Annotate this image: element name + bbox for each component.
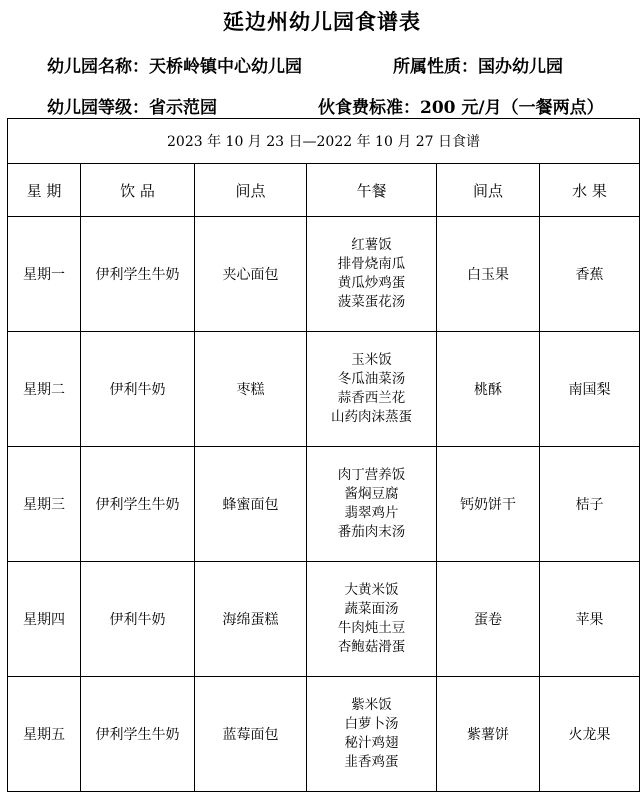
meal-fee-standard: 伙食费标准：200 元/月（一餐两点） — [318, 98, 604, 118]
header-fruit: 水 果 — [540, 164, 640, 217]
kindergarten-level: 幼儿园等级：省示范园 — [47, 98, 217, 118]
table-row — [8, 332, 640, 447]
lunch-dish: 紫米饭 — [351, 697, 392, 713]
header-snack-morning: 间点 — [195, 164, 307, 217]
lunch-dish: 番茄肉末汤 — [337, 524, 406, 540]
drink-cell: 伊利牛奶 — [81, 562, 195, 677]
drink-cell: 伊利学生牛奶 — [81, 447, 195, 562]
lunch-dish: 黄瓜炒鸡蛋 — [337, 275, 406, 291]
lunch-dish: 牛肉炖土豆 — [337, 620, 406, 636]
drink-cell: 伊利牛奶 — [81, 332, 195, 447]
drink-cell: 伊利学生牛奶 — [81, 217, 195, 332]
lunch-dish: 大黄米饭 — [344, 582, 399, 598]
menu-date-range: 2023 年 10 月 23 日—2022 年 10 月 27 日食谱 — [8, 119, 640, 164]
lunch-dish: 秘汁鸡翅 — [344, 735, 399, 751]
lunch-cell — [307, 332, 437, 447]
header-day: 星 期 — [8, 164, 81, 217]
snack-morning-cell: 海绵蛋糕 — [195, 562, 307, 677]
lunch-dish: 菠菜蛋花汤 — [337, 294, 406, 310]
snack-afternoon-cell: 白玉果 — [437, 217, 540, 332]
menu-table — [7, 118, 640, 792]
day-cell: 星期二 — [8, 332, 81, 447]
header-row — [8, 164, 640, 217]
snack-afternoon-cell: 钙奶饼干 — [437, 447, 540, 562]
header-snack-afternoon: 间点 — [437, 164, 540, 217]
snack-morning-cell: 蜂蜜面包 — [195, 447, 307, 562]
fruit-cell: 火龙果 — [540, 677, 640, 792]
day-cell: 星期三 — [8, 447, 81, 562]
lunch-cell — [307, 562, 437, 677]
day-cell: 星期四 — [8, 562, 81, 677]
lunch-cell — [307, 677, 437, 792]
lunch-dish: 翡翠鸡片 — [344, 505, 399, 521]
header-lunch: 午餐 — [307, 164, 437, 217]
kindergarten-name: 幼儿园名称：天桥岭镇中心幼儿园 — [47, 57, 302, 77]
fruit-cell: 桔子 — [540, 447, 640, 562]
fruit-cell: 苹果 — [540, 562, 640, 677]
page-title: 延边州幼儿园食谱表 — [223, 9, 421, 34]
snack-afternoon-cell: 蛋卷 — [437, 562, 540, 677]
fruit-cell: 南国梨 — [540, 332, 640, 447]
fruit-cell: 香蕉 — [540, 217, 640, 332]
table-row — [8, 562, 640, 677]
snack-afternoon-cell: 桃酥 — [437, 332, 540, 447]
lunch-dish: 杏鲍菇滑蛋 — [337, 639, 406, 655]
lunch-dish: 韭香鸡蛋 — [344, 754, 399, 770]
lunch-dish: 排骨烧南瓜 — [337, 256, 406, 272]
lunch-dish: 肉丁营养饭 — [337, 467, 406, 483]
header-drink: 饮 品 — [81, 164, 195, 217]
snack-morning-cell: 夹心面包 — [195, 217, 307, 332]
lunch-cell — [307, 447, 437, 562]
snack-morning-cell: 蓝莓面包 — [195, 677, 307, 792]
lunch-dish: 酱焖豆腐 — [344, 486, 399, 502]
lunch-dish: 蒜香西兰花 — [337, 390, 406, 406]
lunch-dish: 红薯饭 — [351, 237, 392, 253]
lunch-dish: 玉米饭 — [351, 352, 392, 368]
lunch-cell — [307, 217, 437, 332]
lunch-dish: 山药肉沫蒸蛋 — [331, 409, 412, 425]
snack-afternoon-cell: 紫薯饼 — [437, 677, 540, 792]
kindergarten-nature: 所属性质：国办幼儿园 — [393, 57, 563, 77]
drink-cell: 伊利学生牛奶 — [81, 677, 195, 792]
lunch-dish: 冬瓜油菜汤 — [337, 371, 406, 387]
table-row — [8, 677, 640, 792]
day-cell: 星期五 — [8, 677, 81, 792]
caption-row — [8, 119, 640, 164]
lunch-dish: 白萝卜汤 — [344, 716, 399, 732]
day-cell: 星期一 — [8, 217, 81, 332]
snack-morning-cell: 枣糕 — [195, 332, 307, 447]
table-row — [8, 217, 640, 332]
table-row — [8, 447, 640, 562]
lunch-dish: 蔬菜面汤 — [344, 601, 399, 617]
